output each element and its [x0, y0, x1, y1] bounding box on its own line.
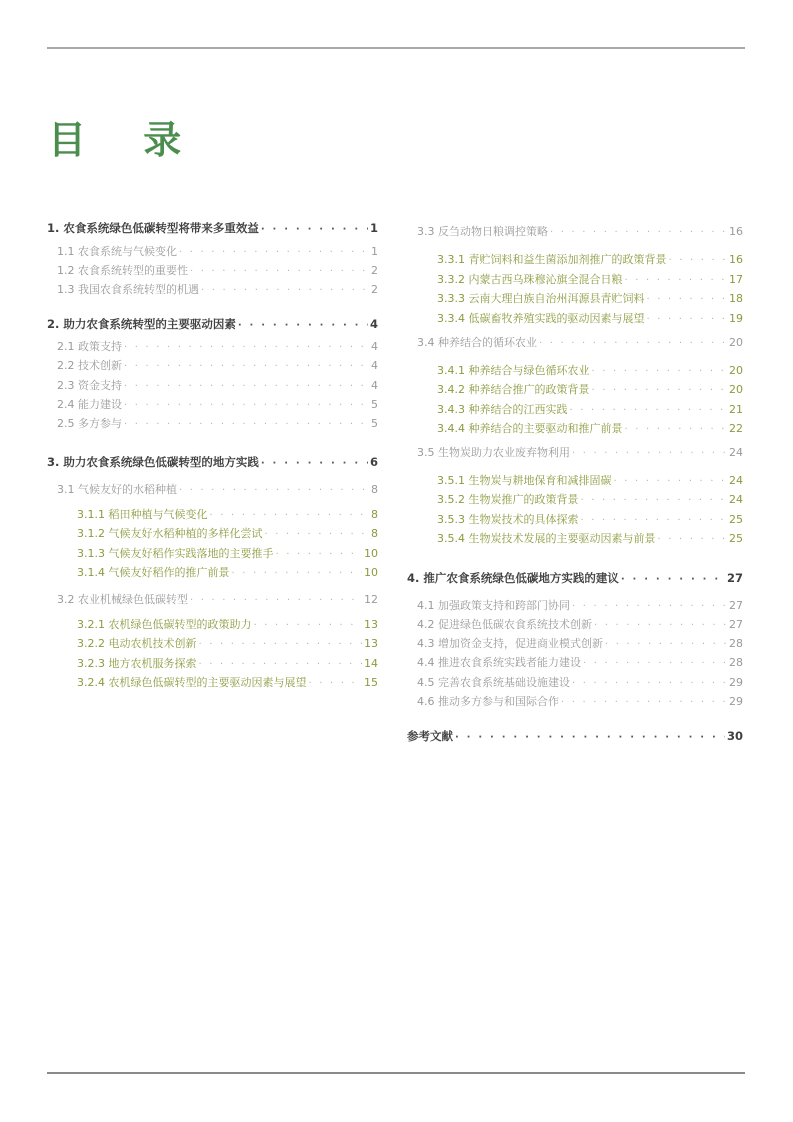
- toc-entry[interactable]: 3.1.1 稻田种植与气候变化 · · · 8: [47, 507, 378, 524]
- page-number: 10: [364, 566, 378, 579]
- leader-dots: [657, 532, 727, 548]
- toc-entry[interactable]: 1.2 农食系统转型的重要性 · · · 2: [47, 263, 378, 280]
- leader-dots: [210, 508, 370, 524]
- leader-dots: [561, 695, 727, 711]
- leader-dots: [572, 599, 727, 615]
- leader-dots: [624, 273, 727, 289]
- leader-dots: [613, 474, 727, 490]
- toc-entry[interactable]: 4.1 加强政策支持和跨部门协同 · · · 27: [407, 598, 743, 615]
- toc-entry[interactable]: 3.3.3 云南大理白族自治州洱源县青贮饲料 · · · 18: [407, 291, 743, 308]
- leader-dots: [199, 637, 363, 653]
- page-number: 18: [729, 292, 743, 305]
- toc-entry[interactable]: 3.3 反刍动物日粮调控策略 · · · 16: [407, 224, 743, 241]
- leader-dots: [179, 483, 369, 499]
- leader-dots: [605, 637, 727, 653]
- leader-dots: [264, 527, 369, 543]
- toc-entry[interactable]: 2.1 政策支持 · · · 4: [47, 339, 378, 356]
- page-number: 24: [729, 474, 743, 487]
- top-rule: [47, 47, 745, 49]
- toc-entry[interactable]: 4.2 促进绿色低碳农食系统技术创新 · · · 27: [407, 617, 743, 634]
- toc-entry[interactable]: 3.1 气候友好的水稻种植 · · · 8: [47, 482, 378, 499]
- toc-entry[interactable]: 3.1.4 气候友好稻作的推广前景 · · · 10: [47, 565, 378, 582]
- toc-entry[interactable]: 3.2.4 农机绿色低碳转型的主要驱动因素与展望 · · · 15: [47, 675, 378, 692]
- leader-dots: [594, 618, 727, 634]
- page-number: 19: [729, 312, 743, 325]
- page-number: 21: [729, 403, 743, 416]
- leader-dots: [124, 359, 369, 375]
- page-number: 24: [729, 446, 743, 459]
- toc-entry[interactable]: 2. 助力农食系统转型的主要驱动因素 · · · 4: [47, 316, 378, 334]
- toc-entry[interactable]: 1. 农食系统绿色低碳转型将带来多重效益 · · · 1: [47, 220, 378, 238]
- toc-entry[interactable]: 1.3 我国农食系统转型的机遇 · · · 2: [47, 282, 378, 299]
- toc-entry[interactable]: 3.3.4 低碳畜牧养殖实践的驱动因素与展望 · · · 19: [407, 311, 743, 328]
- page-number: 24: [729, 493, 743, 506]
- page-number: 8: [371, 527, 378, 540]
- toc-entry[interactable]: 2.5 多方参与 · · · 5: [47, 416, 378, 433]
- leader-dots: [124, 379, 369, 395]
- leader-dots: [124, 398, 369, 414]
- toc-entry[interactable]: 3. 助力农食系统绿色低碳转型的地方实践 · · · 6: [47, 454, 378, 472]
- leader-dots: [275, 547, 362, 563]
- toc-entry[interactable]: 4. 推广农食系统绿色低碳地方实践的建议 · · · 27: [407, 570, 743, 588]
- leader-dots: [190, 593, 362, 609]
- page-number: 27: [729, 618, 743, 631]
- page-number: 22: [729, 422, 743, 435]
- leader-dots: [199, 657, 363, 673]
- page-number: 16: [729, 253, 743, 266]
- toc-entry[interactable]: 2.3 资金支持 · · · 4: [47, 378, 378, 395]
- toc-entry[interactable]: 2.2 技术创新 · · · 4: [47, 358, 378, 375]
- page-number: 8: [371, 508, 378, 521]
- page-number: 5: [371, 398, 378, 411]
- page-number: 2: [371, 283, 378, 296]
- page-number: 16: [729, 225, 743, 238]
- page-number: 14: [364, 657, 378, 670]
- toc-entry[interactable]: 3.5 生物炭助力农业废弃物利用 · · · 24: [407, 445, 743, 462]
- page-number: 1: [369, 221, 378, 235]
- leader-dots: [179, 245, 369, 261]
- page-number: 25: [729, 513, 743, 526]
- page-number: 4: [371, 340, 378, 353]
- page-number: 20: [729, 364, 743, 377]
- page-number: 12: [364, 593, 378, 606]
- page-number: 5: [371, 417, 378, 430]
- page-number: 4: [369, 317, 378, 331]
- leader-dots: [581, 493, 728, 509]
- leader-dots: [124, 340, 369, 356]
- toc-entry[interactable]: 3.3.2 内蒙古西乌珠穆沁旗全混合日粮 · · · 17: [407, 272, 743, 289]
- toc-entry[interactable]: 2.4 能力建设 · · · 5: [47, 397, 378, 414]
- toc-entry[interactable]: 4.5 完善农食系统基础设施建设 · · · 29: [407, 675, 743, 692]
- bottom-rule: [47, 1072, 745, 1074]
- page-number: 8: [371, 483, 378, 496]
- toc-entry[interactable]: 3.4.1 种养结合与绿色循环农业 · · · 20: [407, 363, 743, 380]
- toc-entry[interactable]: 3.5.1 生物炭与耕地保育和减排固碳 · · · 24: [407, 473, 743, 490]
- leader-dots: [646, 292, 727, 308]
- leader-dots: [583, 656, 727, 672]
- page-number: 20: [729, 383, 743, 396]
- leader-dots: [308, 676, 362, 692]
- leader-dots: [550, 225, 727, 241]
- leader-dots: [201, 283, 369, 299]
- toc-entry[interactable]: 3.2.2 电动农机技术创新 · · · 13: [47, 636, 378, 653]
- leader-dots: [646, 312, 727, 328]
- page-number: 10: [364, 547, 378, 560]
- page-number: 13: [364, 637, 378, 650]
- leader-dots: [581, 513, 728, 529]
- page-number: 29: [729, 676, 743, 689]
- leader-dots: [570, 403, 728, 419]
- leader-dots: [621, 572, 725, 588]
- leader-dots: [261, 222, 368, 238]
- leader-dots: [238, 318, 368, 334]
- toc-entry[interactable]: 3.3.1 青贮饲料和益生菌添加剂推广的政策背景 · · · 16: [407, 252, 743, 269]
- leader-dots: [624, 422, 727, 438]
- page-number: 17: [729, 273, 743, 286]
- toc-entry[interactable]: 3.5.3 生物炭技术的具体探索 · · · 25: [407, 512, 743, 529]
- page-number: 4: [371, 379, 378, 392]
- leader-dots: [232, 566, 363, 582]
- leader-dots: [261, 456, 368, 472]
- page-number: 20: [729, 336, 743, 349]
- toc-entry[interactable]: 3.2 农业机械绿色低碳转型 · · · 12: [47, 592, 378, 609]
- page-number: 28: [729, 656, 743, 669]
- toc-entry[interactable]: 3.4.4 种养结合的主要驱动和推广前景 · · · 22: [407, 421, 743, 438]
- leader-dots: [455, 730, 725, 746]
- toc-entry[interactable]: 3.4.2 种养结合推广的政策背景 · · · 20: [407, 382, 743, 399]
- page-number: 25: [729, 532, 743, 545]
- toc-entry[interactable]: 4.4 推进农食系统实践者能力建设 · · · 28: [407, 655, 743, 672]
- page-number: 27: [729, 599, 743, 612]
- page-number: 2: [371, 264, 378, 277]
- page-number: 1: [371, 245, 378, 258]
- toc-entry[interactable]: 3.5.4 生物炭技术发展的主要驱动因素与前景 · · · 25: [407, 531, 743, 548]
- page-number: 13: [364, 618, 378, 631]
- leader-dots: [539, 336, 727, 352]
- page-number: 30: [726, 729, 743, 743]
- page-number: 15: [364, 676, 378, 689]
- leader-dots: [124, 417, 369, 433]
- toc-entry[interactable]: 1.1 农食系统与气候变化 · · · 1: [47, 244, 378, 261]
- toc-entry[interactable]: 参考文献 · · · 30: [407, 728, 743, 746]
- toc-entry[interactable]: 3.5.2 生物炭推广的政策背景 · · · 24: [407, 492, 743, 509]
- toc-entry[interactable]: 3.4.3 种养结合的江西实践 · · · 21: [407, 402, 743, 419]
- page-number: 6: [369, 455, 378, 469]
- leader-dots: [668, 253, 727, 269]
- toc-entry[interactable]: 4.3 增加资金支持，促进商业模式创新 · · · 28: [407, 636, 743, 653]
- toc-entry[interactable]: 3.2.3 地方农机服务探索 · · · 14: [47, 656, 378, 673]
- toc-entry[interactable]: 3.1.2 气候友好水稻种植的多样化尝试 · · · 8: [47, 526, 378, 543]
- leader-dots: [572, 446, 727, 462]
- toc-entry[interactable]: 3.4 种养结合的循环农业 · · · 20: [407, 335, 743, 352]
- leader-dots: [572, 676, 727, 692]
- leader-dots: [190, 264, 369, 280]
- page-number: 28: [729, 637, 743, 650]
- leader-dots: [592, 383, 728, 399]
- toc-entry[interactable]: 3.2.1 农机绿色低碳转型的政策助力 · · · 13: [47, 617, 378, 634]
- page-title: 目 录: [48, 118, 204, 162]
- leader-dots: [253, 618, 362, 634]
- page-number: 4: [371, 359, 378, 372]
- page-number: 29: [729, 695, 743, 708]
- toc-entry[interactable]: 4.6 推动多方参与和国际合作 · · · 29: [407, 694, 743, 711]
- toc-entry[interactable]: 3.1.3 气候友好稻作实践落地的主要推手 · · · 10: [47, 546, 378, 563]
- leader-dots: [592, 364, 728, 380]
- page-number: 27: [726, 571, 743, 585]
